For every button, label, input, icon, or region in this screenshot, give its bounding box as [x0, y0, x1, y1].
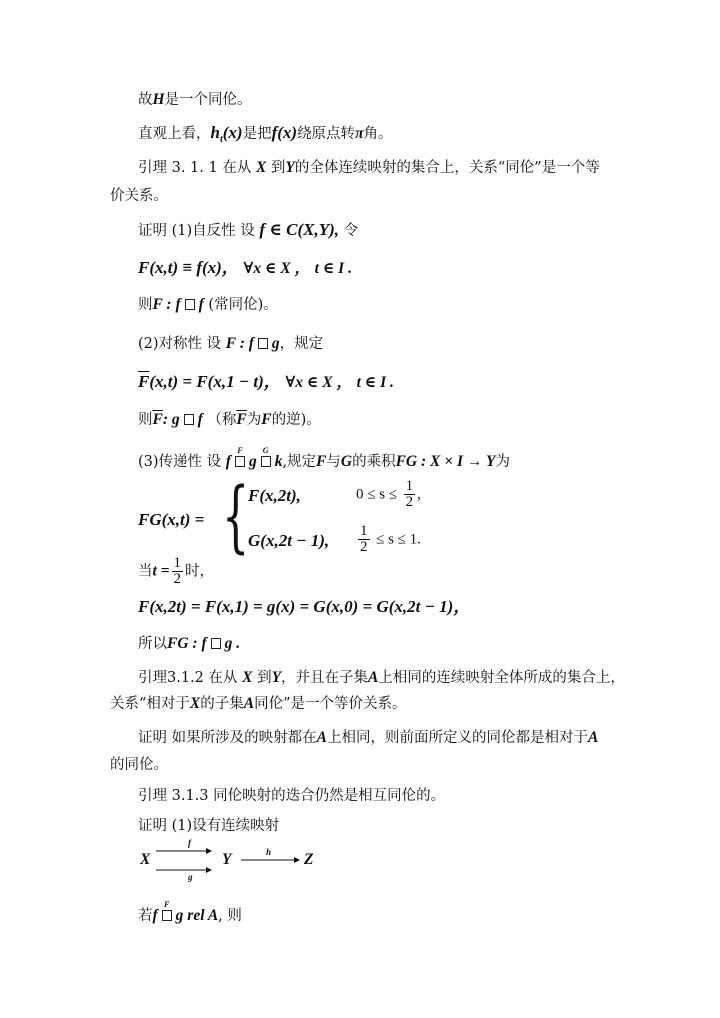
math-x-paren: (x): [222, 123, 243, 142]
homotopic-symbol: [185, 299, 195, 310]
homotopy-label-F: F: [164, 900, 170, 909]
text-segment: 的乘积: [352, 454, 396, 470]
diagram-node-X: X: [140, 851, 151, 868]
arrow-h-head: [294, 857, 300, 863]
line-inverse-homotopy: [138, 410, 321, 430]
text-segment: 则: [138, 412, 153, 428]
math-A: A: [368, 669, 379, 686]
math-g-rel-A: g rel A: [175, 907, 219, 924]
homotopic-symbol: [184, 414, 194, 425]
math-g: g: [271, 335, 280, 352]
arrow-g-head: [206, 867, 212, 873]
left-brace: {: [222, 472, 250, 562]
proof-lemma-3-1-2: [138, 728, 598, 748]
math-cond-2: ≤ s ≤ 1.: [376, 531, 421, 548]
math-g: g: [248, 453, 257, 470]
fraction-numerator: 1: [405, 478, 414, 494]
comma: ,: [417, 486, 421, 503]
fraction-denominator: 2: [360, 539, 368, 555]
diagram-arrows: [156, 836, 316, 886]
fraction-numerator: 1: [173, 555, 182, 571]
fraction-numerator: 1: [360, 523, 368, 539]
math-FG-f: FG : f: [167, 635, 207, 652]
math-fx: f(x): [271, 123, 298, 142]
lemma-text: 引理 3.1.3 同伦映射的迭合仍然是相互同伦的。: [138, 788, 446, 804]
fraction-half: [404, 479, 416, 510]
math-f: f: [152, 907, 158, 924]
piecewise-cond-1: [356, 479, 421, 510]
text-segment: 证明 (1)设有连续映射: [138, 818, 280, 834]
text-segment: 的逆)。: [271, 412, 321, 428]
arrow-label-g: g: [188, 872, 193, 882]
math-forall-x: ∀x ∈ X ，: [243, 260, 311, 277]
mapping-diagram: [138, 836, 338, 886]
text-segment: 为: [246, 412, 262, 428]
math-G-x2t-1: G(x,2t − 1),: [248, 531, 330, 550]
math-f: f: [198, 296, 204, 313]
piecewise-lhs: [138, 510, 204, 531]
line-intuition: [138, 123, 393, 150]
math-pi: π: [355, 125, 364, 142]
math-F-x2t: F(x,2t),: [248, 486, 301, 505]
text-segment: (2)对称性 设: [138, 336, 222, 352]
math-product-map: FG : X × I → Y: [395, 453, 496, 470]
text-segment: ，并且在子集: [281, 670, 369, 686]
arrow-label-h: h: [266, 847, 272, 857]
text-segment: （称: [207, 412, 237, 428]
line-therefore: [138, 634, 240, 654]
line-homotopy-conclusion: [138, 90, 252, 110]
text-segment: ，规定: [279, 336, 324, 352]
math-F-bar: $\overline{F}$: [138, 372, 150, 391]
fraction-half: [358, 524, 370, 555]
math-X: X: [189, 695, 201, 712]
math-g: g .: [224, 635, 241, 652]
text-segment: 是一个同伦。: [164, 92, 252, 108]
text-segment: 为: [495, 454, 510, 470]
math-F-equiv-f: F(x,t) ≡ f(x)，: [138, 258, 239, 277]
math-F-bar: $\overline{F}$: [152, 411, 163, 428]
lemma-3-1-2-cont: [110, 694, 407, 714]
line-if-f-homotopic-g: [138, 900, 242, 926]
math-t-in-I: t ∈ I .: [314, 260, 352, 277]
diagram-node-Y: Y: [222, 851, 232, 868]
math-t-eq: t =: [152, 562, 170, 580]
text-segment: 的全体连续映射的集合上，关系“同伦”是一个等: [294, 160, 600, 176]
math-continuity-chain: F(x,2t) = F(x,1) = g(x) = G(x,0) = G(x,2t − 1)，: [138, 597, 471, 616]
math-F-f: F : f: [225, 335, 254, 352]
text-segment: , 则: [218, 908, 242, 924]
math-F: F: [261, 411, 272, 428]
math-h: h: [210, 123, 220, 142]
text-segment: 时，: [185, 563, 215, 580]
text-segment: 角。: [363, 126, 393, 142]
lemma-label: 引理 3. 1. 1 在从: [138, 160, 252, 176]
text-segment: 与: [326, 454, 341, 470]
fraction-half: [172, 556, 184, 587]
lemma-3-1-1: [138, 158, 600, 178]
piecewise-definition: [138, 472, 538, 564]
math-g: : g: [162, 411, 180, 428]
text-segment: 同伦”是一个等价关系。: [254, 696, 407, 712]
math-inverse-def: (x,t) = F(x,1 − t)，: [149, 372, 281, 391]
math-FG-xt: FG(x,t) =: [138, 510, 205, 529]
text-segment: 价关系。: [110, 188, 168, 204]
equation-constant-homotopy: [138, 258, 352, 279]
homotopy-F-stack: [231, 446, 249, 472]
fraction-denominator: 2: [173, 571, 182, 587]
proof-lemma-3-1-2-cont: [110, 755, 168, 775]
homotopic-symbol: [211, 638, 221, 649]
proof-symmetric: [138, 334, 323, 354]
math-forall-x: ∀x ∈ X ，: [285, 374, 352, 391]
math-Y: Y: [285, 159, 295, 176]
math-Y: Y: [271, 669, 282, 686]
fraction-denominator: 2: [405, 494, 414, 510]
text-segment: 则: [138, 297, 153, 313]
math-F-f: F : f: [152, 296, 181, 313]
piecewise-case-2: [248, 531, 329, 552]
homotopy-G-stack: [257, 446, 275, 472]
math-f: f: [225, 453, 231, 470]
math-A: A: [587, 729, 599, 746]
math-f: f: [197, 411, 203, 428]
math-t-in-I: t ∈ I .: [356, 374, 394, 391]
math-subscript-t: t: [219, 133, 223, 145]
lemma-3-1-2: [138, 668, 625, 688]
proof-lemma-3-1-3: [138, 816, 279, 836]
math-F-bar: $\overline{F}$: [236, 411, 247, 428]
line-constant-homotopy: [138, 295, 278, 315]
lemma-label: 引理3.1.2 在从: [138, 670, 238, 686]
text-segment: 当: [138, 563, 153, 580]
text-segment: 关系“相对于: [110, 696, 190, 712]
piecewise-cond-2: [356, 524, 421, 555]
piecewise-case-1: [248, 486, 301, 507]
homotopy-label-G: G: [262, 446, 269, 455]
text-segment: (3)传递性 设: [138, 454, 222, 470]
math-H: H: [152, 91, 165, 108]
text-segment: 令: [343, 223, 359, 239]
text-segment: 若: [138, 908, 153, 924]
math-X: X: [242, 669, 253, 686]
equation-continuity: [138, 597, 470, 618]
math-cond-1: 0 ≤ s ≤: [356, 486, 398, 503]
homotopy-label-F: F: [237, 446, 243, 455]
text-segment: 的同伦。: [110, 757, 168, 773]
math-A: A: [316, 729, 327, 746]
math-A: A: [243, 695, 255, 712]
proof-reflexive: [138, 220, 358, 241]
text-segment: 证明 如果所涉及的映射都在: [138, 730, 317, 746]
arrow-f-head: [206, 848, 212, 854]
text-segment: 上相同的连续映射全体所成的集合上，: [378, 670, 625, 686]
text-segment: 绕原点转: [297, 126, 356, 142]
text-segment: 的子集: [200, 696, 244, 712]
math-k: k: [274, 453, 283, 470]
text-segment: 到: [257, 670, 272, 686]
lemma-3-1-1-cont: [110, 186, 168, 206]
text-segment: 证明 (1)自反性 设: [138, 223, 255, 239]
math-X: X: [255, 159, 267, 176]
math-F: F: [316, 453, 327, 470]
text-segment: 上相同，则前面所定义的同伦都是相对于: [326, 730, 588, 746]
math-G: G: [340, 453, 353, 470]
text-segment: (常同伦)。: [208, 297, 278, 313]
text-segment: 到: [270, 160, 286, 176]
homotopy-F-stack: [158, 900, 176, 926]
arrow-label-f: f: [188, 838, 191, 848]
diagram-node-Z: Z: [304, 851, 314, 868]
text-segment: 直观上看，: [138, 126, 211, 142]
text-segment: 是把: [242, 126, 272, 142]
equation-inverse-homotopy: [138, 372, 394, 393]
text-segment: ,规定: [282, 454, 317, 470]
text-segment: 所以: [138, 636, 167, 652]
text-segment: 故: [138, 92, 153, 108]
homotopic-symbol: [258, 338, 268, 349]
math-f-in-CXY: f ∈ C(X,Y),: [259, 220, 340, 239]
lemma-3-1-3: [138, 786, 445, 806]
line-when-t-half: [138, 556, 214, 587]
proof-transitive: [138, 446, 510, 472]
